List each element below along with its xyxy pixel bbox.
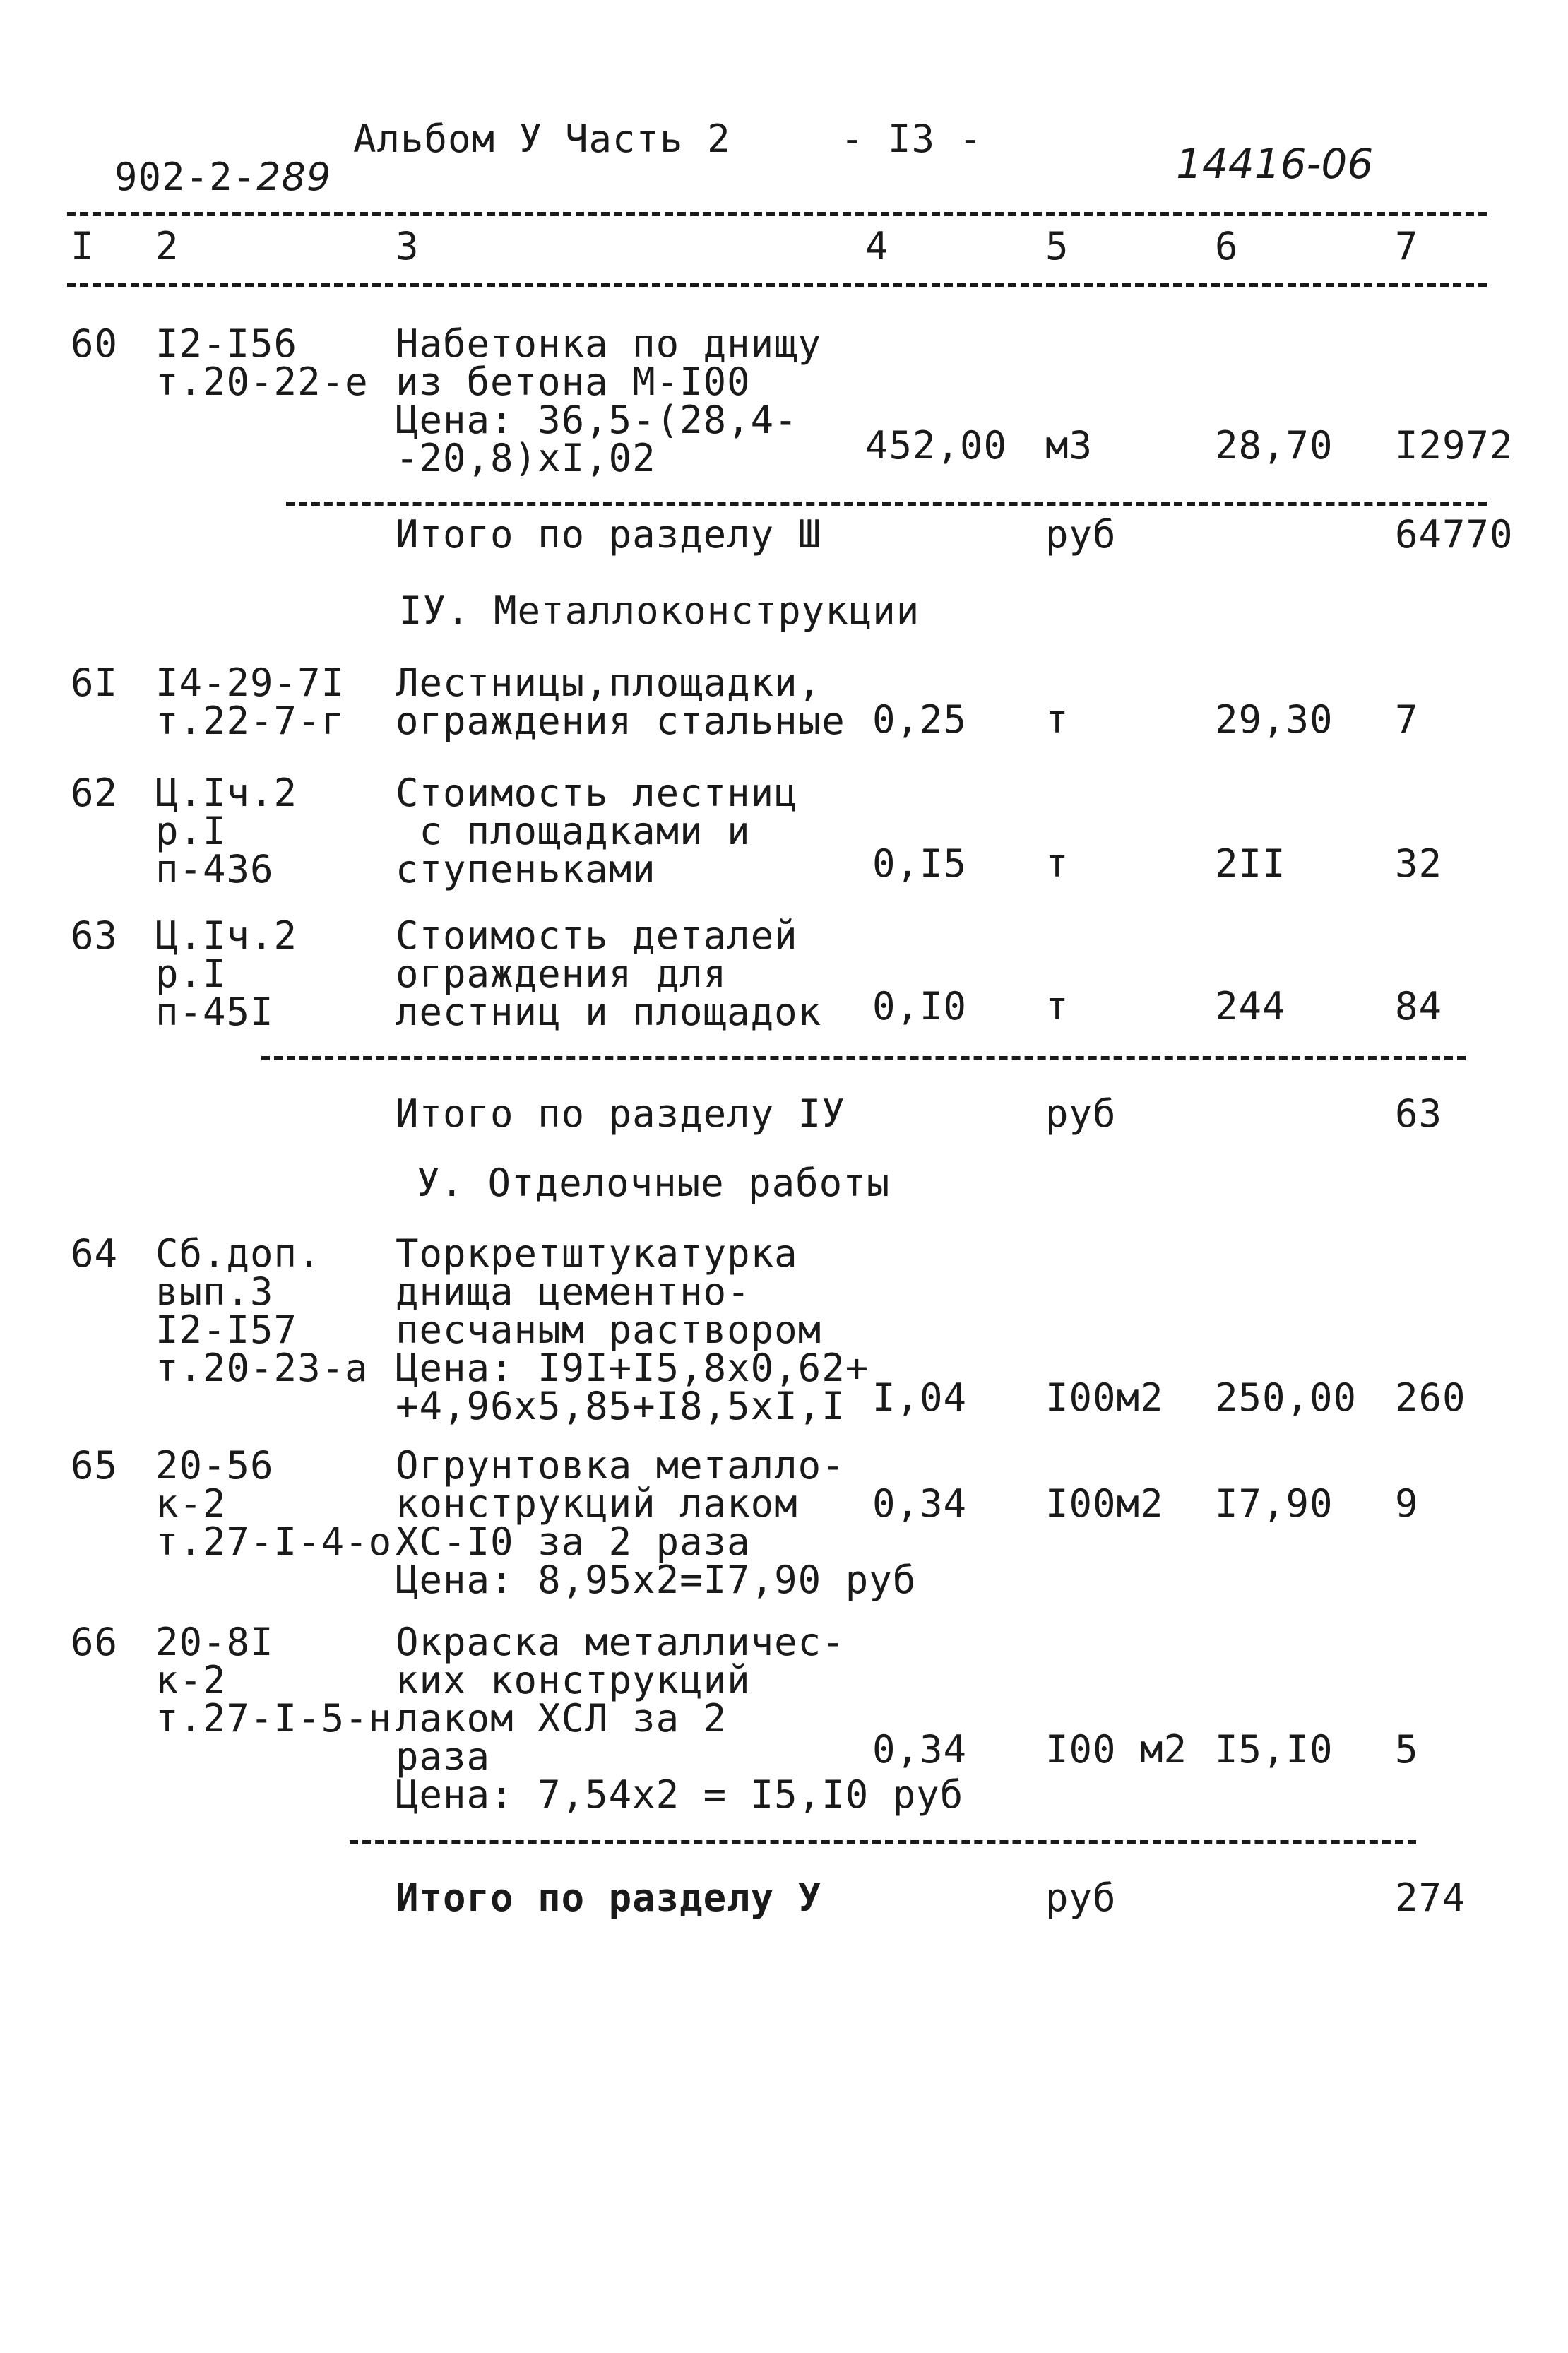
row-64-price: 250,00 [1215,1375,1358,1420]
section-5-rule [350,1840,1416,1844]
row-62-num: 62 [71,771,119,815]
row-65-qty: 0,34 [872,1481,968,1526]
section-3-total-value: 64770 [1395,512,1514,557]
row-65-code: 20-56 к-2 т.27-I-4-о [155,1443,393,1564]
row-63-price: 244 [1215,984,1286,1029]
album-label: Альбом У [353,117,543,161]
row-60-qty: 452,00 [865,423,1008,468]
row-66-qty: 0,34 [872,1727,968,1772]
row-60-total: I2972 [1395,423,1514,468]
row-66-unit: I00 м2 [1045,1727,1188,1772]
column-header-7: 7 [1395,224,1419,268]
column-header-3: 3 [396,224,420,268]
row-66-price: I5,I0 [1215,1727,1334,1772]
row-63-num: 63 [71,913,119,958]
section-5-heading: У. Отделочные работы [417,1161,891,1205]
section-3-total-label: Итого по разделу Ш [396,512,822,557]
column-header-1: I [71,224,95,268]
row-62-code: Ц.Iч.2 р.I п-436 [155,771,298,891]
row-65-desc: Огрунтовка металло- конструкций лаком ХС-I0 за 2 раза Цена: 8,95х2=I7,90 руб [396,1443,917,1602]
row-60-desc: Набетонка по днищу из бетона М-I00 Цена: 36,5-(28,4- -20,8)хI,02 [396,321,822,480]
section-5-total-value: 274 [1395,1875,1466,1920]
row-62-price: 2II [1215,841,1286,886]
row-62-unit: т [1045,841,1069,886]
column-header-4: 4 [865,224,889,268]
row-61-qty: 0,25 [872,697,968,742]
row-61-total: 7 [1395,697,1419,742]
section-5-total-unit: руб [1045,1875,1117,1920]
row-66-total: 5 [1395,1727,1419,1772]
column-header-5: 5 [1045,224,1069,268]
column-header-6: 6 [1215,224,1239,268]
section-3-rule [286,502,1487,506]
row-62-desc: Стоимость лестниц с площадками и ступеньками [396,771,798,891]
row-65-price: I7,90 [1215,1481,1334,1526]
section-4-heading: IУ. Металлоконструкции [399,588,920,633]
row-64-num: 64 [71,1231,119,1276]
row-60-num: 60 [71,321,119,366]
row-61-num: 6I [71,660,119,705]
section-4-rule [261,1056,1466,1060]
row-64-desc: Торкретштукатурка днища цементно- песчаным раствором Цена: I9I+I5,8х0,62+ +4,96х5,85+I8,5хI,I [396,1231,869,1428]
row-63-qty: 0,I0 [872,984,968,1029]
header-rule-bottom [67,283,1487,287]
row-61-unit: т [1045,697,1069,742]
row-65-num: 65 [71,1443,119,1488]
page-number: - I3 - [841,117,983,161]
row-62-total: 32 [1395,841,1443,886]
row-66-code: 20-8I к-2 т.27-I-5-н [155,1620,393,1741]
section-4-total-label: Итого по разделу IУ [396,1091,845,1136]
row-63-code: Ц.Iч.2 р.I п-45I [155,913,298,1034]
column-header-2: 2 [155,224,179,268]
row-62-qty: 0,I5 [872,841,968,886]
row-60-code: I2-I56 т.20-22-е [155,321,369,404]
row-64-qty: I,04 [872,1375,968,1420]
row-64-total: 260 [1395,1375,1466,1420]
row-64-code: Сб.доп. вып.3 I2-I57 т.20-23-а [155,1231,369,1390]
row-64-unit: I00м2 [1045,1375,1164,1420]
inventory-stamp: 14416-06 [1176,140,1374,188]
row-63-unit: т [1045,984,1069,1029]
row-61-code: I4-29-7I т.22-7-г [155,660,345,743]
row-63-total: 84 [1395,984,1443,1029]
row-60-price: 28,70 [1215,423,1334,468]
row-60-unit: м3 [1045,423,1093,468]
row-61-price: 29,30 [1215,697,1334,742]
row-65-total: 9 [1395,1481,1419,1526]
doc-code-handwritten: 289 [256,155,332,199]
doc-code-printed: 902-2- [114,155,257,199]
header-rule-top [67,212,1487,216]
section-5-total-label: Итого по разделу У [396,1875,822,1920]
row-65-unit: I00м2 [1045,1481,1164,1526]
row-66-num: 66 [71,1620,119,1664]
doc-code [67,120,332,199]
section-3-total-unit: руб [1045,512,1117,557]
row-63-desc: Стоимость деталей ограждения для лестниц и площадок [396,913,822,1034]
section-4-total-unit: руб [1045,1091,1117,1136]
part-label: Часть 2 [565,117,731,161]
section-4-total-value: 63 [1395,1091,1443,1136]
row-61-desc: Лестницы,площадки, ограждения стальные [396,660,845,743]
row-66-desc: Окраска металличес- ких конструкций лаком ХСЛ за 2 раза Цена: 7,54х2 = I5,I0 руб [396,1620,964,1817]
